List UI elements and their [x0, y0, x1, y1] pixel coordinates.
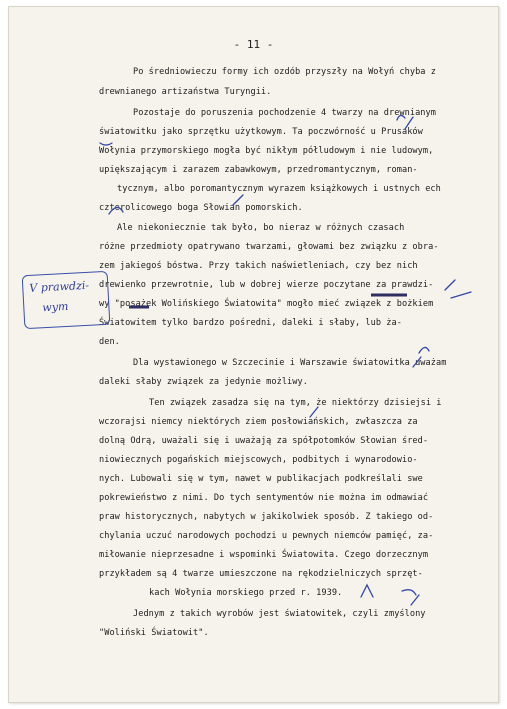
text-line: Po średniowieczu formy ich ozdób przyszły na Wołyń chyba z: [133, 67, 436, 77]
text-line: różne przedmioty opatrywano twarzami, głowami bez związku z obra-: [99, 242, 439, 252]
text-line: Ten związek zasadza się na tym, że niektórzy dzisiejsi i: [149, 398, 442, 408]
text-line: tycznym, albo poromantycznym wyrazem książkowych i ustnych ech: [117, 184, 441, 194]
text-line: chylania uczuć narodowych pochodzi u pewnych niemców pamięć, za-: [99, 531, 434, 541]
text-line: zem jakiegoś bóstwa. Przy takich naświetleniach, czy bez nich: [99, 261, 418, 271]
correction-mark: [445, 280, 455, 290]
text-line: den.: [99, 337, 120, 347]
text-line: "Woliński Światowit".: [99, 628, 209, 638]
text-line: dolną Odrą, uważali się i uważają za spółpotomków Słowian śred-: [99, 436, 429, 446]
text-line: upiększającym i zarazem zabawkowym, przedromantycznym, roman-: [99, 165, 418, 175]
document-page: [8, 6, 499, 703]
text-line: wy "posążek Wolińskiego Światowita" mogło mieć związek z bożkiem: [99, 299, 434, 309]
correction-mark: [411, 595, 419, 605]
text-line: miłowanie nieprzesadne i wspominki Światowita. Czego dorzecznym: [99, 550, 429, 560]
text-line: przykładem są 4 twarze umieszczone na rękodzielniczych sprzęt-: [99, 569, 423, 579]
correction-mark: [419, 347, 429, 353]
text-line: Wołynia przymorskiego mogła być nikłym półludowym i nie ludowym,: [99, 146, 434, 156]
text-line: Dla wystawionego w Szczecinie i Warszawie światowitka uważam: [133, 358, 447, 368]
text-line: czterolicowego boga Słowian pomorskich.: [99, 203, 303, 213]
correction-mark: [402, 590, 416, 595]
text-line: drewnianego artizaństwa Turyngii.: [99, 87, 272, 97]
text-line: światowitku jako sprzętku użytkowym. Ta poczwórność u Prusaków: [99, 127, 423, 137]
text-line: Ale niekoniecznie tak było, bo nieraz w różnych czasach: [117, 223, 405, 233]
text-line: Światowitem tylko bardzo pośredni, daleki i słaby, lub ża-: [99, 318, 402, 328]
text-line: kach Wołynia morskiego przed r. 1939.: [149, 588, 343, 598]
text-line: wczorajsi niemcy niektórych ziem posłowiańskich, zwłaszcza za: [99, 417, 418, 427]
correction-mark: [361, 585, 373, 597]
correction-mark: [451, 292, 471, 298]
text-line: praw historycznych, nabytych w jakikolwiek sposób. Z takiego od-: [99, 512, 434, 522]
page-number: - 11 -: [233, 38, 274, 51]
text-line: Jednym z takich wyrobów jest światowitek, czyli zmyślony: [133, 609, 426, 619]
text-line: drewienko przewrotnie, lub w dobrej wierze poczytane za prawdzi-: [99, 280, 434, 290]
text-line: nych. Lubowali się w tym, nawet w publikacjach podkreślali swe: [99, 474, 423, 484]
text-line: pokrewieństwo z nimi. Do tych sentymentów nie można im odmawiać: [99, 493, 429, 503]
text-line: niowiecznych pogańskich miejscowych, podbitych i wynarodowio-: [99, 455, 418, 465]
margin-note-line: wym: [42, 299, 69, 315]
text-line: Pozostaje do poruszenia pochodzenie 4 twarzy na drewnianym: [133, 108, 436, 118]
margin-note-line: V prawdzi-: [29, 278, 90, 295]
handwritten-margin-note: [22, 271, 111, 329]
text-line: daleki słaby związek za jedynie możliwy.: [99, 377, 308, 387]
